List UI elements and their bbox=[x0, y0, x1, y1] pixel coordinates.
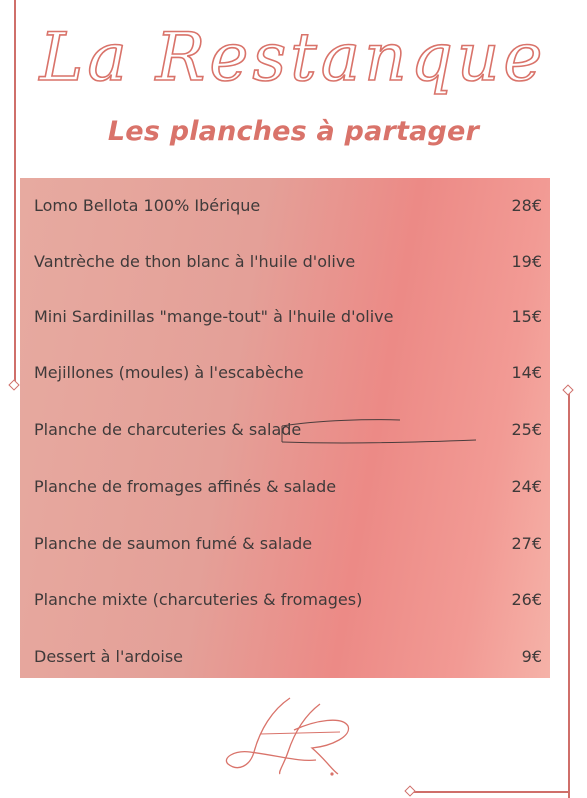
menu-item bbox=[20, 303, 550, 333]
item-name: Mejillones (moules) à l'escabèche bbox=[34, 363, 304, 382]
pen-underline-mark bbox=[280, 416, 480, 446]
item-price: 27€ bbox=[511, 534, 542, 553]
frame-ornament-right bbox=[562, 384, 573, 395]
frame-ornament-left bbox=[8, 379, 19, 390]
menu-item bbox=[20, 359, 550, 389]
item-price: 26€ bbox=[511, 590, 542, 609]
restaurant-name-text: La Restanque bbox=[39, 19, 547, 96]
item-name: Planche de fromages affinés & salade bbox=[34, 477, 337, 496]
item-price: 28€ bbox=[511, 196, 542, 215]
frame-line-right bbox=[568, 392, 570, 798]
frame-line-bottom bbox=[412, 791, 570, 793]
menu-item bbox=[20, 248, 550, 278]
menu-item bbox=[20, 586, 550, 616]
menu-card bbox=[20, 178, 550, 678]
item-name: Planche de charcuteries & salade bbox=[34, 420, 302, 439]
lr-monogram-logo-icon bbox=[220, 690, 370, 785]
item-price: 14€ bbox=[511, 363, 542, 382]
item-name: Dessert à l'ardoise bbox=[34, 647, 184, 666]
menu-item bbox=[20, 530, 550, 560]
menu-item bbox=[20, 192, 550, 222]
item-name: Lomo Bellota 100% Ibérique bbox=[34, 196, 261, 215]
item-name: Planche mixte (charcuteries & fromages) bbox=[34, 590, 363, 609]
item-price: 25€ bbox=[511, 420, 542, 439]
frame-ornament-bottom bbox=[404, 785, 415, 796]
item-name: Mini Sardinillas "mange-tout" à l'huile d'olive bbox=[34, 307, 394, 326]
item-price: 15€ bbox=[511, 307, 542, 326]
item-name: Planche de saumon fumé & salade bbox=[34, 534, 313, 553]
menu-item bbox=[20, 473, 550, 503]
item-price: 9€ bbox=[521, 647, 542, 666]
restaurant-name bbox=[0, 0, 587, 110]
item-name: Vantrèche de thon blanc à l'huile d'olive bbox=[34, 252, 356, 271]
item-price: 19€ bbox=[511, 252, 542, 271]
section-title: Les planches à partager bbox=[107, 116, 480, 147]
menu-item bbox=[20, 416, 550, 446]
item-price: 24€ bbox=[511, 477, 542, 496]
menu-item bbox=[20, 643, 550, 673]
